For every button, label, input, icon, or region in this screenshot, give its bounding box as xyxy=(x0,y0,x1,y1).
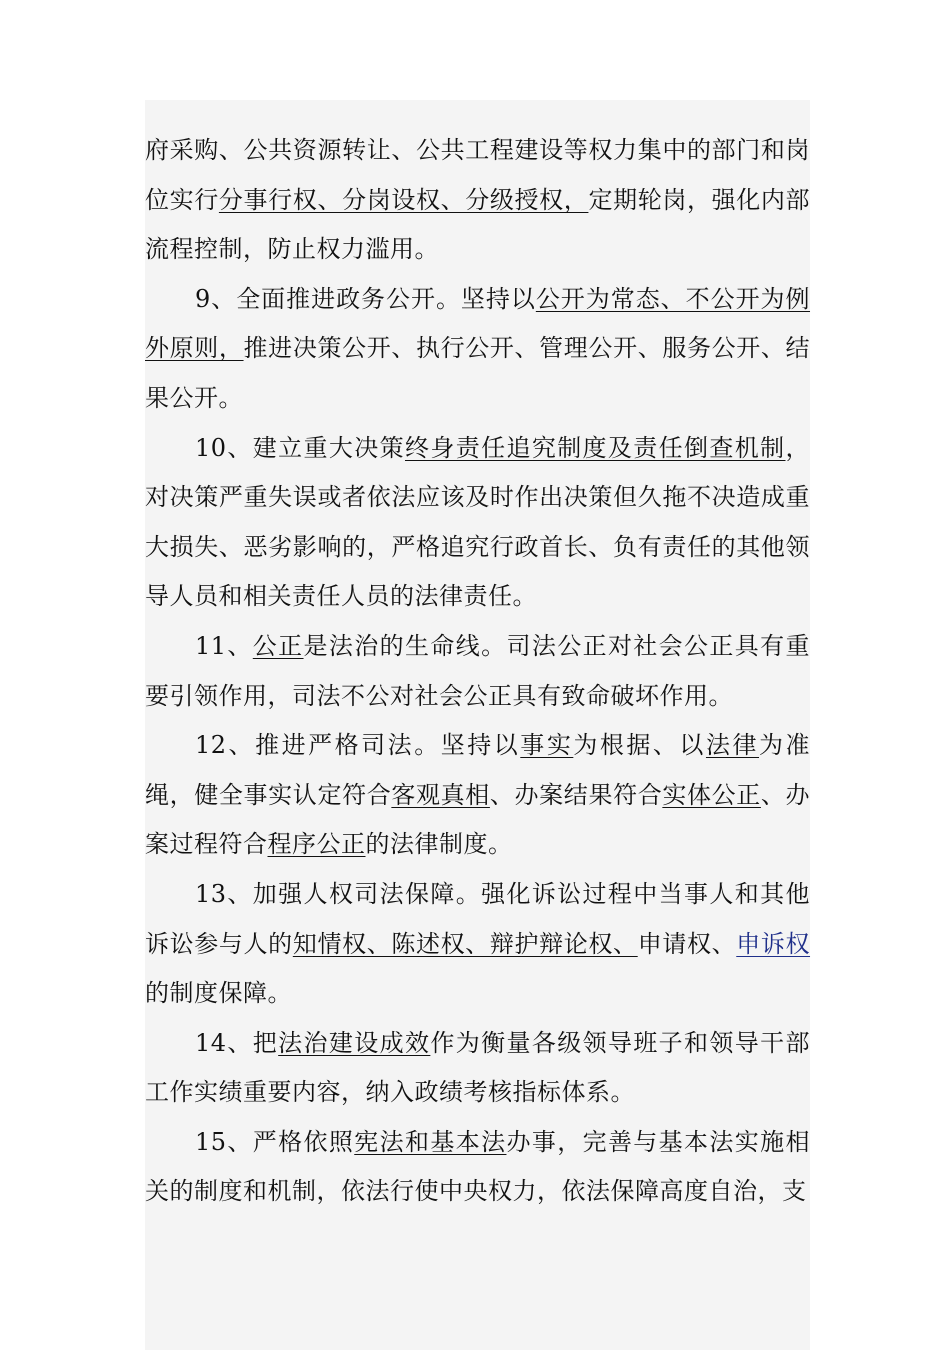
text-segment: ，对决策严重失误或者依法应该及时作出决策但久拖不决造成重大损失、恶劣影响的，严格追究行政首长、负有责任的其他领导人员和相关责任人员的法律责任。 xyxy=(145,433,810,611)
text-segment: 是法治的生命线。司法公正对社会公正具有重要引领作用，司法不公对社会公正具有致命破坏作用。 xyxy=(145,631,811,710)
paragraph-10 xyxy=(145,424,810,622)
text-segment: 为准绳，健全事实认定符合 xyxy=(145,731,811,809)
paragraph-13 xyxy=(145,870,810,1019)
text-segment: 、办案结果符合 xyxy=(489,780,663,809)
appeal-right-link[interactable]: 申诉权 xyxy=(736,929,811,958)
text-segment: 的法律制度。 xyxy=(365,830,513,859)
underlined-term: 程序公正 xyxy=(267,830,366,859)
text-segment: 推进决策公开、执行公开、管理公开、服务公开、结果公开。 xyxy=(145,334,811,412)
paragraph-12 xyxy=(145,721,810,870)
text-segment: 、办案过程符合 xyxy=(145,780,811,859)
underlined-term: 法治建设成效 xyxy=(278,1028,431,1057)
text-segment: 15、严格依照 xyxy=(195,1127,355,1156)
text-segment: 12、推进严格司法。坚持以 xyxy=(195,731,521,760)
underlined-term: 终身责任追究制度及责任倒查机制 xyxy=(404,433,786,462)
text-segment: 定期轮岗，强化内部流程控制，防止权力滥用。 xyxy=(145,185,811,264)
paragraph-9 xyxy=(145,275,810,424)
text-segment: 的制度保障。 xyxy=(145,979,292,1008)
text-segment: 府采购、公共资源转让、公共工程建设等权力集中的部门和岗位实行 xyxy=(145,136,810,214)
paragraph-8-continued xyxy=(145,126,810,275)
paragraph-14 xyxy=(145,1019,810,1118)
underlined-term: 公正 xyxy=(252,631,304,660)
underlined-term: 宪法和基本法 xyxy=(354,1127,507,1156)
text-segment: 办事，完善与基本法实施相关的制度和机制，依法行使中央权力，依法保障高度自治，支 xyxy=(145,1127,811,1206)
paragraph-11 xyxy=(145,622,810,721)
underlined-term: 事实 xyxy=(520,731,574,760)
text-segment: 作为衡量各级领导班子和领导干部工作实绩重要内容，纳入政绩考核指标体系。 xyxy=(145,1028,811,1107)
text-segment: 申请权、 xyxy=(637,929,737,958)
text-segment: 10、建立重大决策 xyxy=(195,433,405,462)
underlined-term: 分事行权、分岗设权、分级授权， xyxy=(218,185,589,214)
underlined-term: 实体公正 xyxy=(662,780,761,809)
text-segment: 9、全面推进政务公开。坚持以 xyxy=(195,284,536,313)
underlined-term: 公开为常态、不公开为例外原则， xyxy=(145,284,811,363)
document-body xyxy=(145,126,810,1217)
text-segment: 为根据、以 xyxy=(573,731,706,760)
underlined-term: 知情权、陈述权、辩护辩论权、 xyxy=(292,929,638,958)
paragraph-15 xyxy=(145,1118,810,1217)
text-segment: 13、加强人权司法保障。强化诉讼过程中当事人和其他诉讼参与人的 xyxy=(145,879,810,958)
underlined-term: 客观真相 xyxy=(391,780,490,809)
text-segment: 14、把 xyxy=(195,1028,279,1057)
underlined-term: 法律 xyxy=(705,731,759,760)
text-segment: 11、 xyxy=(195,631,253,660)
